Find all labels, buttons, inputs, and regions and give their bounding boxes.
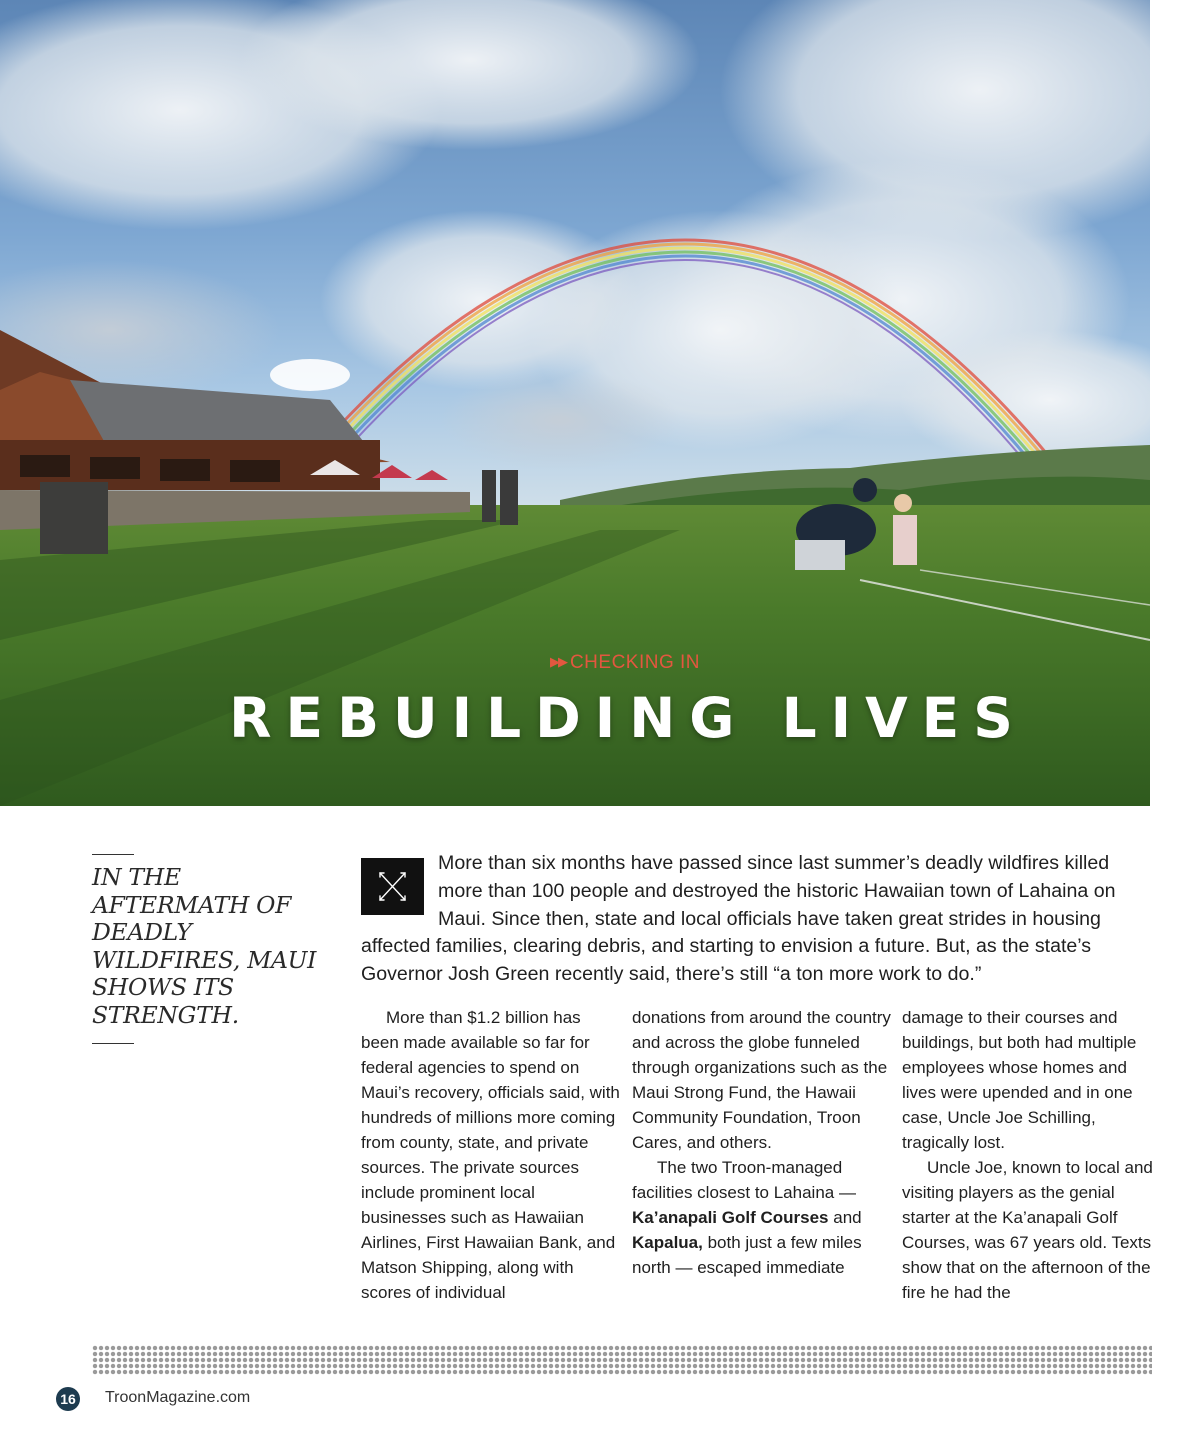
lead-paragraph <box>361 850 1151 989</box>
section-kicker-label: CHECKING IN <box>569 652 701 673</box>
article-deck <box>92 854 332 1044</box>
body-column-1 <box>361 1005 623 1305</box>
lead-paragraph-intro: More than six months have passed since last summer’s deadly wildfires killed more than 100 people and destroyed the historic Hawaiian town of Lahaina on Maui. Since then, state and local officials have taken great strides in housing <box>438 852 1116 930</box>
body-paragraph: Uncle Joe, known to local and visiting players as the genial starter at the Ka’anapali Golf Courses, was 67 years old. Texts show that on the afternoon of the fire he had the <box>902 1158 1153 1302</box>
course-name-kapalua: Kapalua, <box>632 1233 703 1252</box>
dotted-footer-band <box>92 1345 1152 1375</box>
body-paragraph: damage to their courses and buildings, but both had multiple employees whose homes and lives were upended and in one case, Uncle Joe Schilling, tragically lost. <box>902 1008 1137 1152</box>
deck-top-rule <box>92 854 134 855</box>
page-number: 16 <box>56 1387 80 1411</box>
deck-text: IN THE AFTERMATH OF DEADLY WILDFIRES, MAUI SHOWS ITS STRENGTH. <box>92 863 317 1029</box>
page-title: REBUILDING LIVES <box>229 686 1027 750</box>
body-text: both just a few miles north — escaped immediate <box>632 1233 862 1277</box>
body-text: and <box>833 1208 862 1227</box>
lead-paragraph-continuation: affected families, clearing debris, and starting to envision a future. But, as the state’s Governor Josh Green recently said, there’s still “a ton more work to do.” <box>361 935 1092 986</box>
body-paragraph: donations from around the country and across the globe funneled through organizations such as the Maui Strong Fund, the Hawaii Community Foundation, Troon Cares, and others. <box>632 1008 891 1152</box>
double-arrow-right-icon: ▶▶ <box>549 654 566 669</box>
body-paragraph <box>632 1155 894 1280</box>
footer-site-link[interactable]: TroonMagazine.com <box>105 1389 251 1406</box>
course-name-kaanapali: Ka’anapali Golf Courses <box>632 1208 829 1227</box>
body-text: The two Troon-managed facilities closest to Lahaina — <box>632 1158 856 1202</box>
section-kicker <box>0 652 1150 674</box>
body-paragraph: More than $1.2 billion has been made available so far for federal agencies to spend on Maui’s recovery, officials said, with hundreds of millions more coming from county, state, and private sources. The private sources include prominent local businesses such as Hawaiian Airlines, First Hawaiian Bank, and Matson Shipping, along with scores of individual <box>361 1008 620 1302</box>
body-column-2 <box>632 1005 894 1280</box>
deck-bottom-rule <box>92 1043 134 1044</box>
body-column-3 <box>902 1005 1164 1305</box>
